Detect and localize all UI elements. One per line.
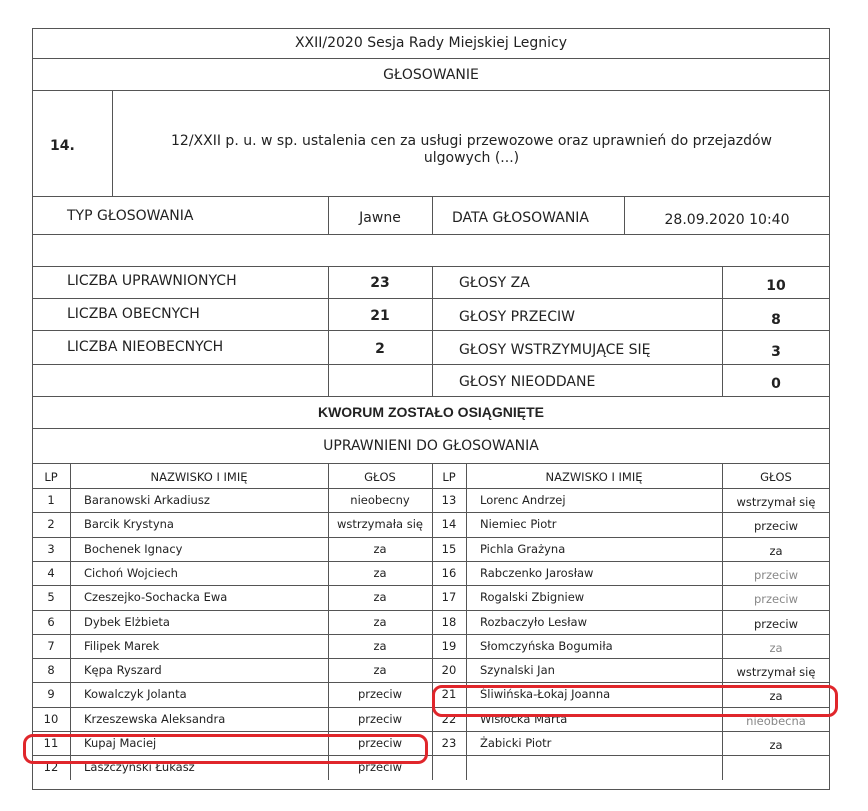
vote-date-value: 28.09.2020 10:40 <box>664 212 790 228</box>
eligible-label: LICZBA UPRAWNIONYCH <box>67 273 237 289</box>
highlight-sliwinska-row <box>432 685 838 717</box>
voter-name: Dybek Elżbieta <box>84 614 170 629</box>
voter-lp: 15 <box>441 541 457 556</box>
voter-lp: 2 <box>47 517 55 532</box>
column-header-name: NAZWISKO I IMIĘ <box>545 470 643 484</box>
voter-vote: za <box>373 590 387 605</box>
voter-name: Słomczyńska Bogumiła <box>480 638 613 653</box>
voter-name: Kępa Ryszard <box>84 663 162 678</box>
against-label: GŁOSY PRZECIW <box>459 309 575 325</box>
notcast-value: 0 <box>771 376 781 392</box>
voter-lp: 22 <box>441 711 457 726</box>
voter-lp: 19 <box>441 638 457 653</box>
quorum-status: KWORUM ZOSTAŁO OSIĄGNIĘTE <box>317 404 545 420</box>
voter-lp: 1 <box>47 493 55 507</box>
voter-vote: przeciw <box>753 519 799 534</box>
abstain-value: 3 <box>771 344 781 360</box>
notcast-label: GŁOSY NIEODDANE <box>459 374 596 390</box>
voter-name: Laszczyński Łukasz <box>84 760 195 775</box>
voter-vote: za <box>769 543 783 558</box>
voter-lp: 4 <box>47 565 55 580</box>
voter-lp: 20 <box>441 663 457 678</box>
voter-vote: za <box>373 663 387 678</box>
column-header-lp: LP <box>44 470 58 484</box>
voter-name: Pichla Grażyna <box>480 541 566 556</box>
eligible-value: 23 <box>370 275 390 291</box>
absent-label: LICZBA NIEOBECNYCH <box>67 339 224 355</box>
highlight-kupaj-row <box>23 734 428 764</box>
section-title: GŁOSOWANIE <box>383 67 479 83</box>
vote-date-label: DATA GŁOSOWANIA <box>452 210 589 226</box>
voter-name: Kowalczyk Jolanta <box>84 687 187 702</box>
voter-vote: wstrzymał się <box>736 495 816 509</box>
voter-lp: 12 <box>43 760 59 775</box>
voter-lp: 9 <box>47 687 55 702</box>
vote-type-label: TYP GŁOSOWANIA <box>67 208 194 224</box>
voter-vote: przeciw <box>357 736 403 750</box>
column-header-name: NAZWISKO I IMIĘ <box>150 470 248 484</box>
voter-lp: 14 <box>441 517 457 532</box>
voter-name: Cichoń Wojciech <box>84 565 178 580</box>
voter-vote: przeciw <box>357 711 403 726</box>
voter-lp: 21 <box>441 687 457 702</box>
voter-name: Żabicki Piotr <box>480 736 552 750</box>
voter-name: Filipek Marek <box>84 638 160 653</box>
abstain-label: GŁOSY WSTRZYMUJĄCE SIĘ <box>459 342 651 358</box>
voter-vote: za <box>373 638 387 653</box>
for-value: 10 <box>766 278 786 294</box>
voter-name: Czeszejko-Sochacka Ewa <box>84 590 228 605</box>
voter-lp: 16 <box>441 565 457 580</box>
vote-type-value: Jawne <box>359 210 401 226</box>
voter-vote: nieobecny <box>350 493 410 507</box>
column-header-vote: GŁOS <box>364 470 396 484</box>
voter-name: Baranowski Arkadiusz <box>84 493 210 507</box>
voter-lp: 8 <box>47 663 55 678</box>
voter-vote: wstrzymał się <box>736 665 816 680</box>
voter-vote: przeciw <box>753 592 799 607</box>
voter-name: Kupaj Maciej <box>84 736 157 750</box>
voter-vote: za <box>769 689 783 704</box>
voter-name: Rozbaczyło Lesław <box>480 614 588 629</box>
voter-name: Wisłocka Marta <box>480 711 568 726</box>
voter-lp: 10 <box>43 711 59 726</box>
voter-lp: 7 <box>47 638 55 653</box>
voter-vote: przeciw <box>753 567 799 582</box>
voter-name: Rabczenko Jarosław <box>480 565 594 580</box>
voter-vote: za <box>769 738 783 752</box>
voter-vote: wstrzymała się <box>337 517 423 532</box>
session-title: XXII/2020 Sesja Rady Miejskiej Legnicy <box>294 35 568 51</box>
voter-name: Niemiec Piotr <box>480 517 557 532</box>
item-text-line2: ulgowych (...) <box>423 150 520 166</box>
voter-vote: przeciw <box>753 616 799 631</box>
voter-vote: za <box>769 640 783 655</box>
voter-vote: za <box>373 541 387 556</box>
voter-name: Śliwińska-Łokaj Joanna <box>480 687 611 702</box>
column-header-lp: LP <box>442 470 456 484</box>
voter-name: Krzeszewska Aleksandra <box>84 711 226 726</box>
voter-name: Barcik Krystyna <box>84 517 174 532</box>
for-label: GŁOSY ZA <box>459 275 530 291</box>
voter-vote: przeciw <box>357 760 403 775</box>
present-label: LICZBA OBECNYCH <box>67 306 200 322</box>
item-number: 14. <box>50 138 75 154</box>
voter-name: Bochenek Ignacy <box>84 541 183 556</box>
item-text-line1: 12/XXII p. u. w sp. ustalenia cen za usługi przewozowe oraz uprawnień do przejazdów <box>171 133 772 149</box>
voter-lp: 18 <box>441 614 457 629</box>
voter-vote: za <box>373 565 387 580</box>
voter-lp: 13 <box>441 493 457 507</box>
against-value: 8 <box>771 312 781 328</box>
voter-vote: nieobecna <box>746 713 806 728</box>
absent-value: 2 <box>375 341 385 357</box>
voters-title: UPRAWNIENI DO GŁOSOWANIA <box>323 438 539 454</box>
voter-vote: przeciw <box>357 687 403 702</box>
voter-lp: 5 <box>47 590 55 605</box>
voter-lp: 6 <box>47 614 55 629</box>
voter-lp: 3 <box>47 541 55 556</box>
voter-lp: 23 <box>441 736 457 750</box>
column-header-vote: GŁOS <box>760 470 792 484</box>
voter-vote: za <box>373 614 387 629</box>
voter-name: Szynalski Jan <box>480 663 555 678</box>
voter-name: Lorenc Andrzej <box>480 493 566 507</box>
present-value: 21 <box>370 308 390 324</box>
voter-name: Rogalski Zbigniew <box>480 590 585 605</box>
voter-lp: 17 <box>441 590 457 605</box>
voter-lp: 11 <box>43 736 59 750</box>
